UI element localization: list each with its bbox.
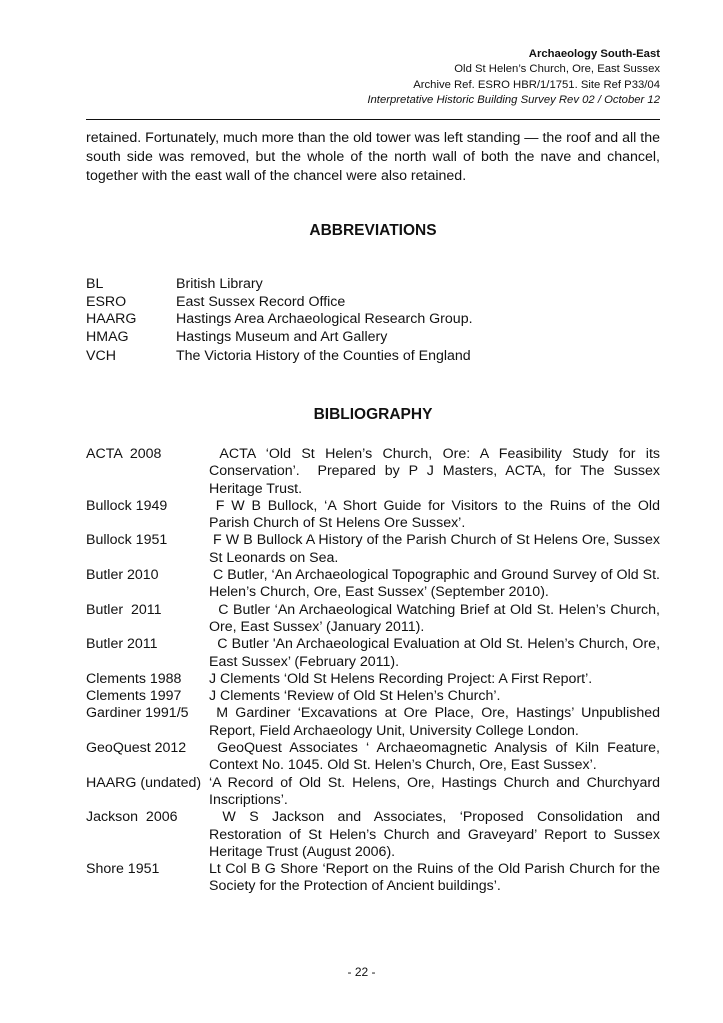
- abbreviation-key: HAARG: [86, 311, 137, 328]
- bibliography-reference: F W B Bullock A History of the Parish Church of St Helens Ore, Sussex St Leonards on Sea.: [209, 532, 664, 566]
- bibliography-reference: GeoQuest Associates ‘ Archaeomagnetic Analysis of Kiln Feature, Context No. 1045. Old St. Helen’s Church, Ore, East Sussex’.: [209, 740, 664, 774]
- bibliography-entry: [86, 636, 664, 671]
- abbreviation-item: [86, 311, 660, 329]
- abbreviation-key: VCH: [86, 347, 116, 364]
- abbreviations-list: [86, 276, 660, 365]
- bibliography-reference: F W B Bullock, ‘A Short Guide for Visitors to the Ruins of the Old Parish Church of St Helens Ore Sussex’.: [209, 497, 664, 532]
- header-organisation: Archaeology South-East: [528, 48, 660, 60]
- page-number: - 22 -: [347, 965, 376, 979]
- bibliography-key: Clements 1997: [86, 688, 182, 705]
- bibliography-list: [86, 446, 664, 896]
- bibliography-key: Butler 2010: [86, 567, 159, 584]
- bibliography-entry: [86, 497, 664, 533]
- bibliography-key: Gardiner 1991/5: [86, 705, 189, 722]
- abbreviation-item: [86, 348, 660, 366]
- bibliography-reference: W S Jackson and Associates, ‘Proposed Consolidation and Restoration of St Helen’s Church and Graveyard’ Report to Sussex Heritage Trust (August 2006).: [209, 809, 664, 860]
- abbreviation-value: East Sussex Record Office: [176, 293, 346, 310]
- bibliography-entry: [86, 809, 664, 861]
- abbreviation-item: [86, 294, 660, 312]
- bibliography-entry: [86, 601, 664, 637]
- abbreviation-item: [86, 329, 660, 347]
- bibliography-key: Clements 1988: [86, 670, 182, 687]
- bibliography-key: Jackson 2006: [86, 809, 178, 826]
- bibliography-key: Shore 1951: [86, 861, 160, 878]
- abbreviation-key: HMAG: [86, 328, 129, 345]
- bibliography-key: Bullock 1949: [86, 497, 168, 514]
- bibliography-entry: [86, 705, 664, 740]
- bibliography-reference: J Clements ‘Review of Old St Helen’s Church’.: [209, 688, 501, 705]
- bibliography-entry: [86, 532, 664, 567]
- bibliography-reference: C Butler, ‘An Archaeological Topographic and Ground Survey of Old St. Helen’s Church, Ore, East Sussex’ (September 2010).: [209, 567, 664, 601]
- bibliography-reference: ACTA ‘Old St Helen’s Church, Ore: A Feasibility Study for its Conservation’. Prepared by P J Masters, ACTA, for The Sussex Heritage Trust.: [209, 446, 664, 497]
- abbreviation-key: ESRO: [86, 293, 127, 310]
- bibliography-reference: Lt Col B G Shore ‘Report on the Ruins of the Old Parish Church for the Society for the Protection of Ancient buildings’.: [209, 861, 664, 895]
- abbreviations-heading: ABBREVIATIONS: [309, 222, 437, 239]
- bibliography-key: HAARG (undated): [86, 774, 202, 791]
- abbreviation-value: British Library: [176, 276, 263, 292]
- header-divider: [86, 119, 660, 120]
- bibliography-entry: [86, 740, 664, 775]
- bibliography-reference: C Butler ‘An Archaeological Watching Brief at Old St. Helen’s Church, Ore, East Sussex’ (January 2011).: [209, 601, 664, 635]
- abbreviation-value: Hastings Museum and Art Gallery: [176, 328, 388, 345]
- abbreviation-value: The Victoria History of the Counties of England: [176, 347, 471, 364]
- header-archive-ref: Archive Ref. ESRO HBR/1/1751. Site Ref P33/04: [413, 78, 660, 91]
- abbreviation-key: BL: [86, 276, 104, 292]
- header-site: Old St Helen’s Church, Ore, East Sussex: [454, 63, 660, 76]
- bibliography-entry: [86, 861, 664, 896]
- bibliography-reference: J Clements ‘Old St Helens Recording Project: A First Report’.: [209, 670, 593, 687]
- bibliography-entry: [86, 688, 660, 705]
- abbreviation-item: [86, 276, 660, 294]
- bibliography-key: Butler 2011: [86, 636, 158, 653]
- bibliography-entry: [86, 567, 664, 602]
- bibliography-key: Butler 2011: [86, 601, 162, 618]
- bibliography-key: GeoQuest 2012: [86, 740, 187, 757]
- bibliography-reference: ‘A Record of Old St. Helens, Ore, Hastings Church and Churchyard Inscriptions’.: [209, 774, 664, 808]
- bibliography-reference: M Gardiner ‘Excavations at Ore Place, Ore, Hastings’ Unpublished Report, Field Archaeology Unit, University College London.: [209, 705, 664, 739]
- bibliography-entry: [86, 671, 660, 688]
- bibliography-reference: C Butler 'An Archaeological Evaluation at Old St. Helen’s Church, Ore, East Sussex’ (February 2011).: [209, 636, 664, 670]
- bibliography-key: Bullock 1951: [86, 532, 168, 549]
- abbreviation-value: Hastings Area Archaeological Research Group.: [176, 311, 473, 328]
- bibliography-entry: [86, 446, 664, 498]
- bibliography-key: ACTA 2008: [86, 446, 162, 462]
- page-header: [367, 47, 660, 109]
- bibliography-entry: [86, 774, 664, 810]
- header-survey-title: Interpretative Historic Building Survey Rev 02 / October 12: [367, 94, 660, 107]
- bibliography-heading: BIBLIOGRAPHY: [313, 406, 433, 423]
- intro-paragraph: retained. Fortunately, much more than the old tower was left standing — the roof and all the south side was removed, but the whole of the north wall of both the nave and chancel, together with the east wall of the chancel were also retained.: [86, 130, 660, 184]
